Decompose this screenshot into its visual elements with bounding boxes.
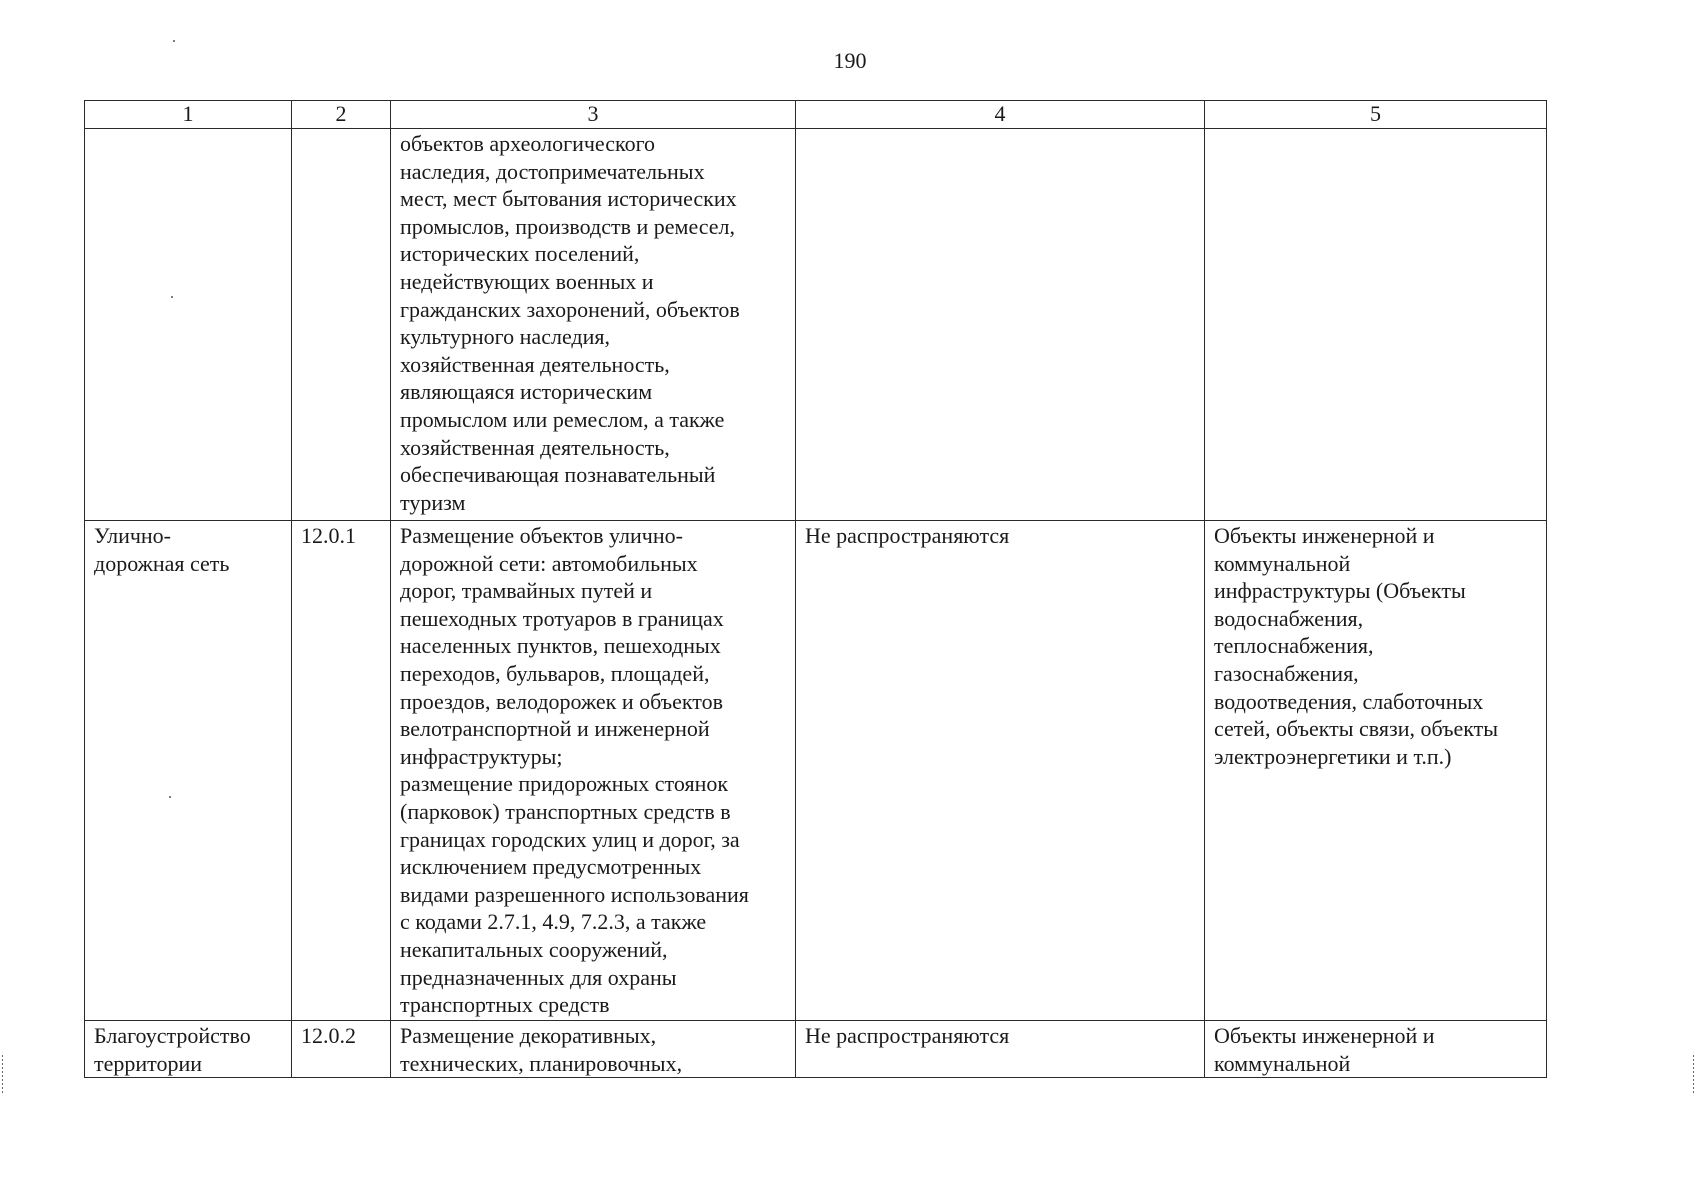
scan-edge-mark-left bbox=[2, 1055, 3, 1095]
page-number: 190 bbox=[833, 48, 867, 73]
restrictions-cell bbox=[796, 521, 1205, 1021]
use-description-cell bbox=[391, 129, 796, 521]
use-name-cell bbox=[85, 1021, 292, 1078]
scan-edge-mark-right bbox=[1693, 1055, 1694, 1095]
restrictions-text: Не распространяются bbox=[805, 523, 1010, 548]
use-code: 12.0.2 bbox=[301, 1023, 356, 1048]
use-name: Благоустройство территории bbox=[94, 1023, 251, 1076]
use-code-cell bbox=[292, 1021, 391, 1078]
table-header-row bbox=[85, 101, 1547, 129]
use-description: Размещение объектов улично- дорожной сети: автомобильных дорог, трамвайных путей и пешеходных тротуаров в границах населенных пунктов, пешеходных переходов, бульваров, площадей, проездов, велодорожек и объектов велотранспортной и инженерной инфраструктуры; размещение придорожных стоянок (парковок) транспортных средств в границах городских улиц и дорог, за исключением предусмотренных видами разрешенного использования с кодами 2.7.1, 4.9, 7.2.3, а также некапитальных сооружений, предназначенных для охраны транспортных средств bbox=[400, 523, 749, 1018]
scan-speck bbox=[173, 40, 175, 42]
column-header-3: 3 bbox=[391, 101, 796, 129]
use-description: объектов археологического наследия, достопримечательных мест, мест бытования исторических промыслов, производств и ремесел, исторических поселений, недействующих военных и гражданских захоронений, объектов культурного наследия, хозяйственная деятельность, являющаяся историческим промыслом или ремеслом, а также хозяйственная деятельность, обеспечивающая познавательный туризм bbox=[400, 131, 740, 515]
restrictions-text: Не распространяются bbox=[805, 1023, 1010, 1048]
column-header-2: 2 bbox=[292, 101, 391, 129]
auxiliary-cell bbox=[1205, 521, 1547, 1021]
table-row bbox=[85, 1021, 1547, 1078]
auxiliary-text: Объекты инженерной и коммунальной инфраструктуры (Объекты водоснабжения, теплоснабжения, газоснабжения, водоотведения, слаботочных сетей, объекты связи, объекты электроэнергетики и т.п.) bbox=[1214, 523, 1499, 769]
column-header-1: 1 bbox=[85, 101, 292, 129]
table-row bbox=[85, 129, 1547, 521]
auxiliary-cell bbox=[1205, 1021, 1547, 1078]
scan-speck bbox=[171, 296, 173, 298]
restrictions-cell bbox=[796, 1021, 1205, 1078]
use-description-cell bbox=[391, 1021, 796, 1078]
use-name: Улично- дорожная сеть bbox=[94, 523, 230, 576]
auxiliary-cell bbox=[1205, 129, 1547, 521]
column-header-4: 4 bbox=[796, 101, 1205, 129]
use-code-cell bbox=[292, 129, 391, 521]
use-code: 12.0.1 bbox=[301, 523, 356, 548]
auxiliary-text: Объекты инженерной и коммунальной bbox=[1214, 1023, 1435, 1076]
use-description-cell bbox=[391, 521, 796, 1021]
table-row bbox=[85, 521, 1547, 1021]
use-name-cell bbox=[85, 521, 292, 1021]
restrictions-cell bbox=[796, 129, 1205, 521]
use-name-cell bbox=[85, 129, 292, 521]
use-code-cell bbox=[292, 521, 391, 1021]
use-description: Размещение декоративных, технических, планировочных, bbox=[400, 1023, 683, 1076]
land-use-table bbox=[84, 100, 1547, 1078]
scan-speck bbox=[169, 796, 171, 798]
column-header-5: 5 bbox=[1205, 101, 1547, 129]
